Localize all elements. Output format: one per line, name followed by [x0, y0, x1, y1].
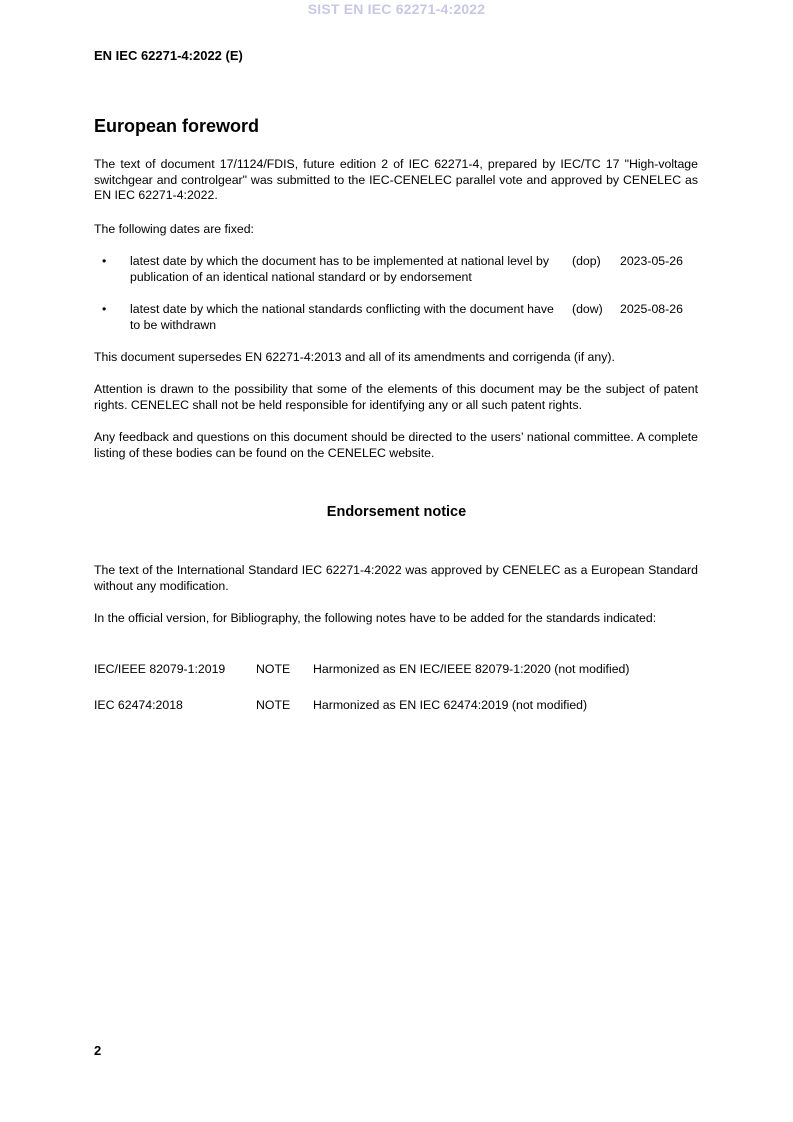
bullet-icon: • — [102, 254, 107, 268]
date-abbreviation: (dow) — [572, 302, 603, 316]
date-abbreviation: (dop) — [572, 254, 601, 268]
date-value: 2023-05-26 — [620, 254, 683, 268]
bullet-icon: • — [102, 302, 107, 316]
note-label: NOTE — [256, 662, 291, 676]
note-text: Harmonized as EN IEC 62474:2019 (not modified) — [313, 698, 588, 712]
standard-reference: IEC 62474:2018 — [94, 698, 183, 712]
patent-paragraph: Attention is drawn to the possibility that some of the elements of this document may be the subject of patent rights. CENELEC shall not be held responsible for identifying any or all such patent rights. — [94, 382, 698, 412]
bibliography-note-row — [94, 698, 698, 714]
endorsement-title: Endorsement notice — [326, 504, 467, 520]
foreword-title: European foreword — [94, 116, 260, 136]
foreword-intro: The text of document 17/1124/FDIS, future edition 2 of IEC 62271-4, prepared by IEC/TC 17 "High-voltage switchgear and controlgear" was submitted to the IEC-CENELEC parallel vote and approved by CENELEC as EN IEC 62271-4:2022. — [94, 157, 698, 202]
feedback-paragraph: Any feedback and questions on this document should be directed to the users’ national committee. A complete listing of these bodies can be found on the CENELEC website. — [94, 430, 698, 460]
endorsement-text: The text of the International Standard IEC 62271-4:2022 was approved by CENELEC as a European Standard without any modification. — [94, 563, 698, 593]
date-value: 2025-08-26 — [620, 302, 683, 316]
document-id-header: EN IEC 62271-4:2022 (E) — [94, 48, 243, 63]
supersedes-paragraph: This document supersedes EN 62271-4:2013 and all of its amendments and corrigenda (if any). — [94, 350, 615, 364]
date-description: latest date by which the document has to be implemented at national level by publication of an identical national standard or by endorsement — [130, 254, 550, 284]
page-number: 2 — [94, 1043, 102, 1058]
dates-intro: The following dates are fixed: — [94, 222, 254, 236]
watermark: SIST EN IEC 62271-4:2022 — [307, 1, 486, 17]
bibliography-intro: In the official version, for Bibliography, the following notes have to be added for the standards indicated: — [94, 611, 657, 625]
note-text: Harmonized as EN IEC/IEEE 82079-1:2020 (not modified) — [313, 662, 630, 676]
note-label: NOTE — [256, 698, 291, 712]
bibliography-note-row — [94, 662, 698, 678]
standard-reference: IEC/IEEE 82079-1:2019 — [94, 662, 226, 676]
date-description: latest date by which the national standards conflicting with the document have to be withdrawn — [130, 302, 554, 332]
